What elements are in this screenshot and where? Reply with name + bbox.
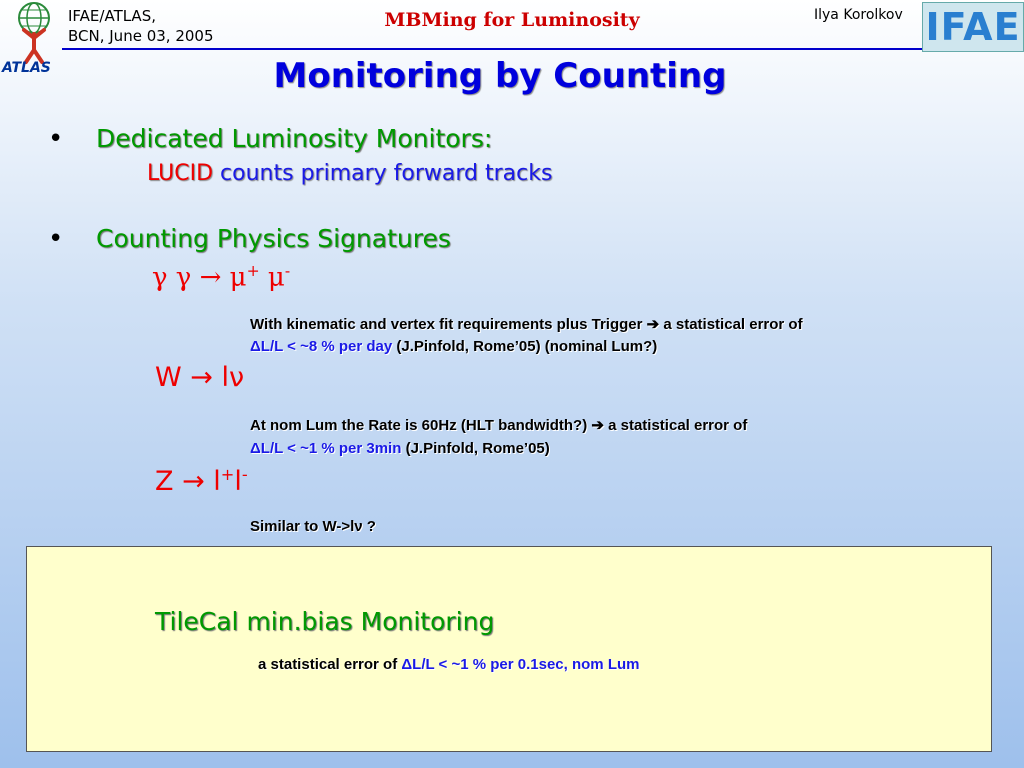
header-author: Ilya Korolkov: [814, 7, 903, 23]
mu-minus: μ: [267, 262, 285, 293]
atlas-label: ATLAS: [2, 60, 51, 76]
lucid-label: LUCID: [147, 161, 214, 186]
bullet-2-heading: Counting Physics Signatures: [96, 224, 451, 253]
bullet-1-sub: [147, 161, 552, 186]
tilecal-heading: TileCal min.bias Monitoring: [155, 607, 495, 636]
z-note: Similar to W->lν ?: [250, 518, 376, 535]
w-error: ΔL/L < ~1 % per 3min: [250, 440, 402, 457]
gg-equation: [152, 262, 290, 293]
z-equation: [155, 465, 248, 497]
w-line-2: [250, 440, 550, 457]
mu-minus-sup: -: [284, 262, 291, 280]
tilecal-line: [258, 656, 639, 673]
gg-ref: (J.Pinfold, Rome’05) (nominal Lum?): [392, 338, 658, 355]
ifae-logo-text: IFAE: [925, 5, 1021, 49]
z-sup-plus: +: [220, 465, 235, 484]
bullet-2-dot: •: [48, 224, 64, 254]
slide-title: Monitoring by Counting: [273, 56, 727, 96]
z-l: l: [234, 466, 242, 497]
tilecal-text: a statistical error of: [258, 656, 402, 673]
mu-plus: μ: [229, 262, 247, 293]
z-lhs: Z → l: [155, 466, 221, 497]
gg-lhs: γ γ →: [152, 262, 222, 293]
lucid-desc: counts primary forward tracks: [213, 161, 553, 186]
w-line-1: At nom Lum the Rate is 60Hz (HLT bandwidth?) ➔ a statistical error of: [250, 417, 748, 434]
ifae-logo: [922, 2, 1024, 52]
institute-line-2: BCN, June 03, 2005: [68, 27, 214, 45]
gg-line-2: [250, 338, 657, 355]
mu-plus-sup: +: [246, 262, 260, 280]
institute-line-1: IFAE/ATLAS,: [68, 7, 156, 25]
header-divider: [62, 48, 922, 50]
tilecal-error: ΔL/L < ~1 % per 0.1sec, nom Lum: [401, 656, 640, 673]
gg-error: ΔL/L < ~8 % per day: [250, 338, 393, 355]
tilecal-box: [26, 546, 992, 752]
header-title: MBMing for Luminosity: [384, 9, 640, 31]
z-sup-minus: -: [241, 465, 248, 484]
bullet-1-dot: •: [48, 124, 64, 154]
bullet-1-heading: Dedicated Luminosity Monitors:: [96, 124, 493, 153]
w-equation: W → lν: [155, 362, 245, 393]
w-ref: (J.Pinfold, Rome’05): [401, 440, 550, 457]
gg-line-1: With kinematic and vertex fit requirements plus Trigger ➔ a statistical error of: [250, 316, 803, 333]
